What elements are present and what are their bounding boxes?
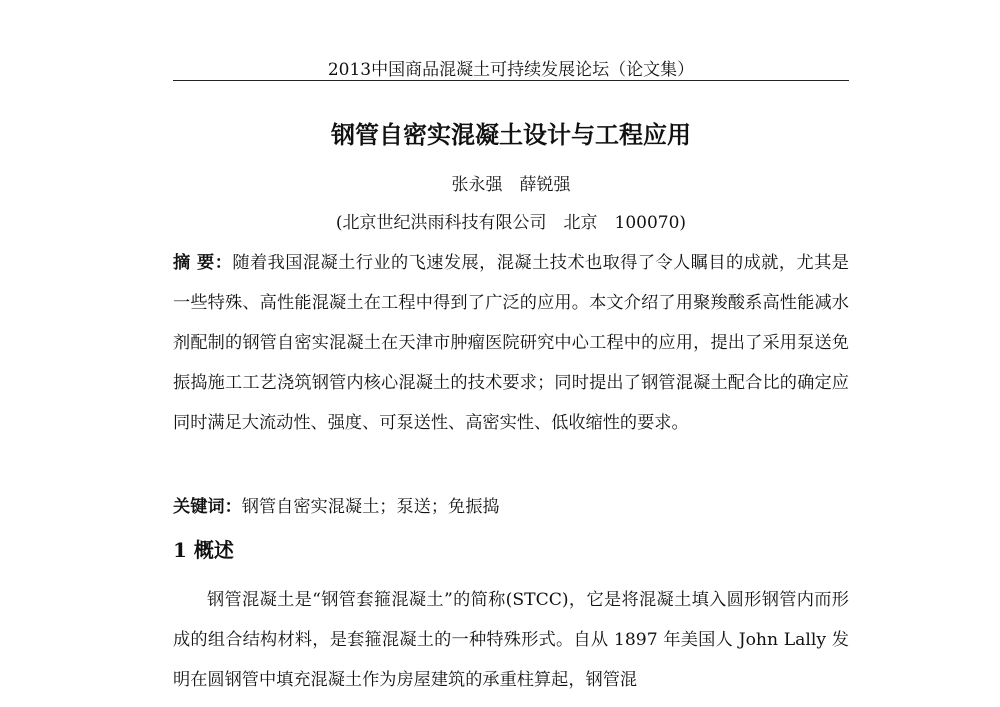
paper-authors: 张永强 薛锐强 (451, 175, 571, 195)
section-1-title: 1 概述 (173, 538, 234, 562)
keywords (173, 487, 849, 527)
running-header: 2013中国商品混凝土可持续发展论坛（论文集） (327, 60, 695, 80)
keywords-label: 关键词： (173, 497, 242, 517)
keywords-text: 钢管自密实混凝土；泵送；免振捣 (241, 497, 500, 517)
abstract-label: 摘 要： (173, 253, 233, 273)
header-rule (173, 80, 849, 81)
section-1-paragraph: 钢管混凝土是“钢管套箍混凝土”的简称(STCC)，它是将混凝土填入圆形钢管内而形成的组合结构材料，是套箍混凝土的一种特殊形式。自从 1897 年美国人 John Lally 发明在圆钢管中填充混凝土作为房屋建筑的承重柱算起，钢管混 (173, 590, 849, 690)
paper-affiliation: (北京世纪洪雨科技有限公司 北京 100070) (335, 213, 687, 233)
paper-title: 钢管自密实混凝土设计与工程应用 (331, 120, 691, 149)
abstract (173, 243, 849, 443)
abstract-text: 随着我国混凝土行业的飞速发展，混凝土技术也取得了令人瞩目的成就，尤其是一些特殊、高性能混凝土在工程中得到了广泛的应用。本文介绍了用聚羧酸系高性能减水剂配制的钢管自密实混凝土在天津市肿瘤医院研究中心工程中的应用，提出了采用泵送免振捣施工工艺浇筑钢管内核心混凝土的技术要求；同时提出了钢管混凝土配合比的确定应同时满足大流动性、强度、可泵送性、高密实性、低收缩性的要求。 (173, 253, 849, 433)
